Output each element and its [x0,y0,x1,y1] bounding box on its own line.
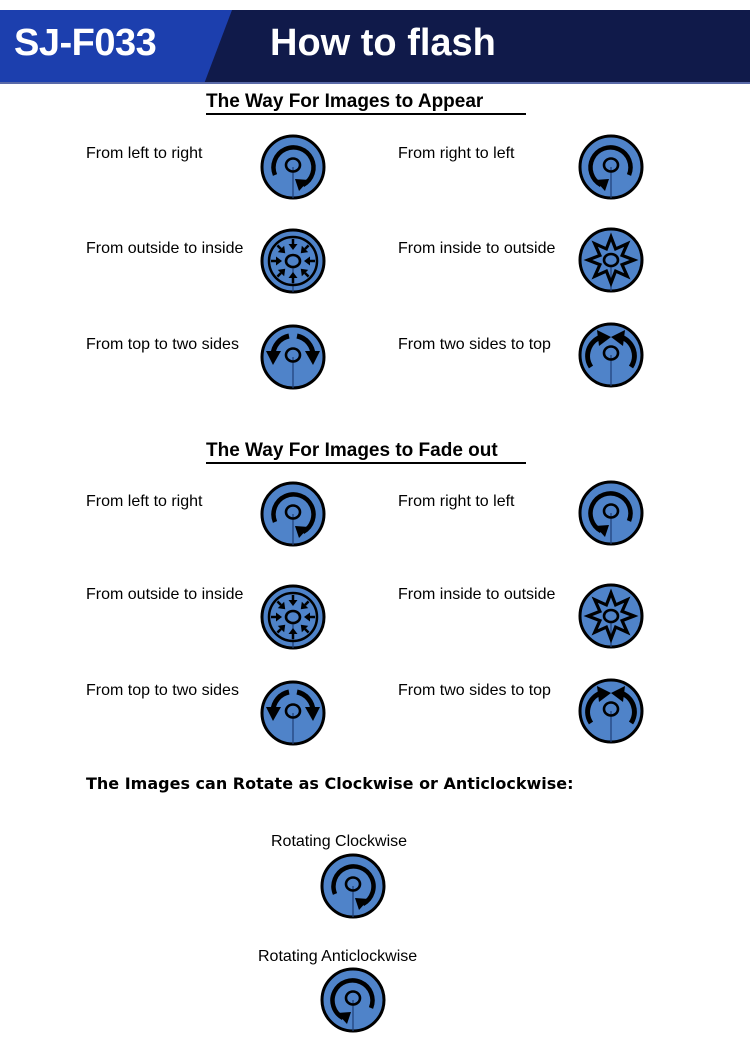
appear-label-left-to-right: From left to right [86,145,203,162]
fadeout-label-left-to-right: From left to right [86,493,203,510]
page-title: How to flash [270,22,496,64]
rotate-anticlockwise-label: Rotating Anticlockwise [258,948,418,965]
fadeout-section-title: The Way For Images to Fade out [206,440,526,464]
appear-label-top-to-two-sides: From top to two sides [86,336,239,353]
clockwise-arrow-icon [259,133,327,201]
split-down-arrows-icon [259,679,327,747]
merge-up-arrows-icon [577,677,645,745]
fadeout-label-top-to-two-sides: From top to two sides [86,682,239,699]
model-number: SJ-F033 [14,22,157,64]
anticlockwise-arrow-icon [577,479,645,547]
split-down-arrows-icon [259,323,327,391]
merge-up-arrows-icon [577,321,645,389]
appear-label-outside-to-inside: From outside to inside [86,240,244,257]
inward-arrows-icon [259,227,327,295]
fadeout-label-outside-to-inside: From outside to inside [86,586,244,603]
rotate-clockwise-label: Rotating Clockwise [271,833,408,850]
fadeout-label-inside-to-outside: From inside to outside [398,586,556,603]
rotate-section-title: The Images can Rotate as Clockwise or Anticlockwise: [86,774,574,793]
fadeout-label-two-sides-to-top: From two sides to top [398,682,551,699]
appear-section-title: The Way For Images to Appear [206,91,526,115]
appear-label-right-to-left: From right to left [398,145,515,162]
anticlockwise-arrow-icon [577,133,645,201]
clockwise-arrow-icon [259,480,327,548]
outward-star-icon [577,226,645,294]
appear-label-two-sides-to-top: From two sides to top [398,336,551,353]
appear-label-inside-to-outside: From inside to outside [398,240,556,257]
header-banner [0,10,750,84]
fadeout-label-right-to-left: From right to left [398,493,515,510]
inward-arrows-icon [259,583,327,651]
anticlockwise-arrow-icon [319,966,387,1034]
outward-star-icon [577,582,645,650]
clockwise-arrow-icon [319,852,387,920]
